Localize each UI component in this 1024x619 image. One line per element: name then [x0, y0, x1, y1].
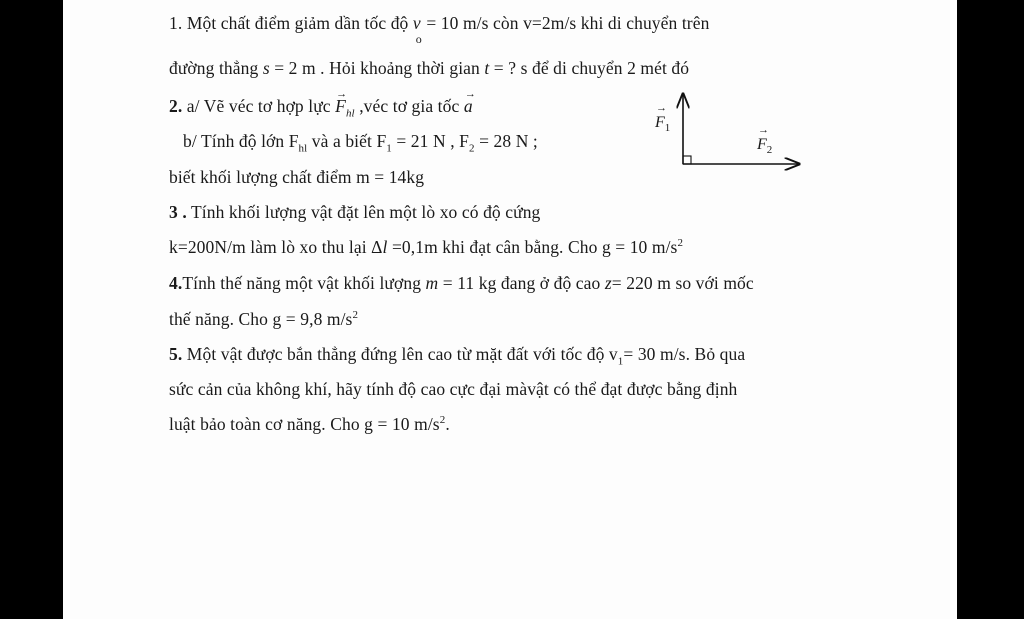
f2-label: → $F_2$ [757, 136, 772, 154]
q3-line-1: 3 . Tính khối lượng vật đặt lên một lò xo có độ cứng [169, 202, 541, 222]
q2-mass-line: biết khối lượng chất điểm m = 14kg [169, 167, 425, 187]
q2-line-b: b/ Tính độ lớn $F_{hl}$ và a biết $F_1 = 21$ N , $F_2 = 28$ N ; [183, 131, 538, 155]
q5-line-3: luật bảo toàn cơ năng. Cho g = 10 $m/s^2$. [169, 414, 450, 434]
q5-line-2: sức cản của không khí, hãy tính độ cao cực đại màvật có thể đạt được bằng định [169, 379, 738, 399]
q1-line-1: 1. Một chất điểm giảm dần tốc độ $v_o = 10$ m/s còn v=2m/s khi di chuyển trên [169, 13, 710, 46]
q4-line-2: thế năng. Cho g = 9,8 $m/s^2$ [169, 309, 359, 329]
vector-f-hl: → F [335, 95, 346, 117]
document-page [63, 0, 957, 619]
f1-label: → $F_1$ [655, 114, 670, 132]
force-diagram [643, 88, 823, 178]
q4-line-1: 4.Tính thế năng một vật khối lượng m = 11 kg đang ở độ cao z= 220 m so với mốc [169, 273, 754, 293]
q3-line-2: k=200N/m làm lò xo thu lại Δl =0,1m khi đạt cân bằng. Cho g = 10 $m/s^2$ [169, 237, 684, 257]
q2-line-a: 2. a/ Vẽ véc tơ hợp lực → $F_{hl}$ ,véc tơ gia tốc → a [169, 95, 473, 117]
q5-line-1: 5. Một vật được bắn thẳng đứng lên cao từ mặt đất với tốc độ $v_1= 30$ m/s. Bỏ qua [169, 344, 746, 368]
vector-a: → a [464, 95, 473, 117]
right-angle-mark [683, 156, 691, 164]
q1-line-2: đường thẳng s = 2 m . Hỏi khoảng thời gian t = ? s để di chuyển 2 mét đó [169, 58, 690, 78]
